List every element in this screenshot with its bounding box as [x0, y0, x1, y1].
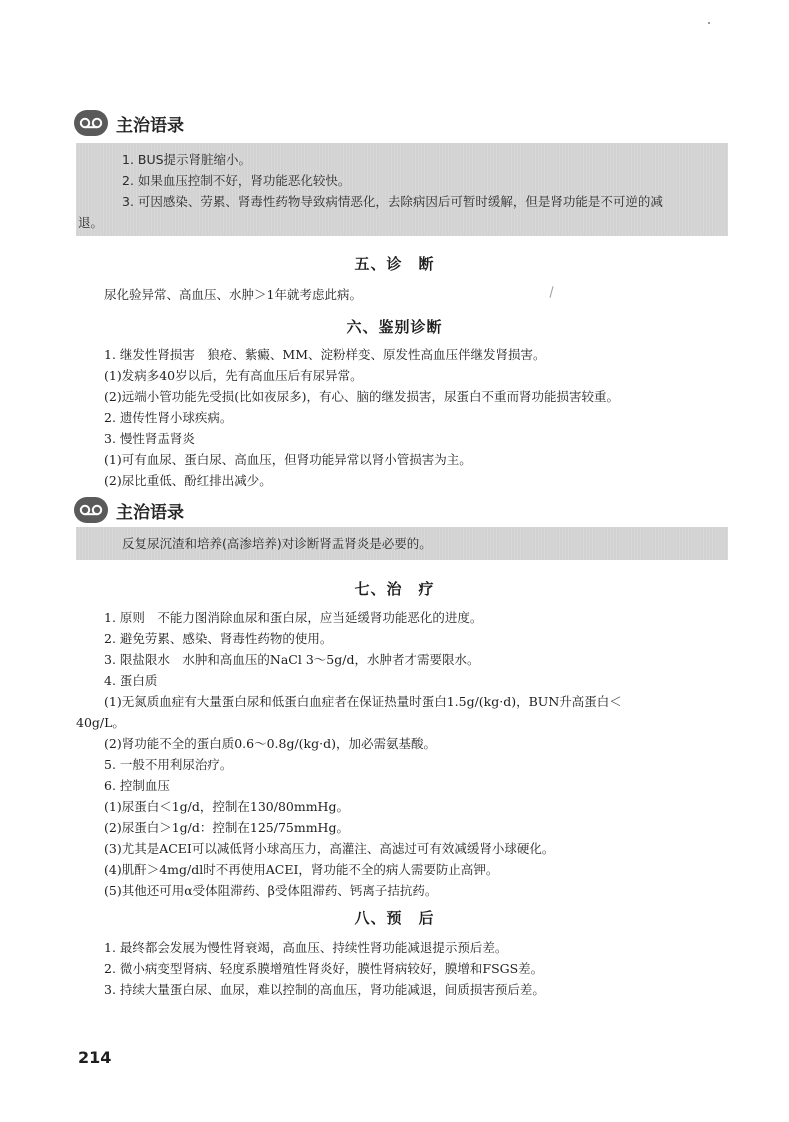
tape-reel-icon — [74, 497, 108, 523]
treatment-line: (2)尿蛋白＞1g/d：控制在125/75mmHg。 — [104, 820, 349, 835]
section-title-treatment: 七、治 疗 — [354, 580, 435, 598]
treatment-line: (3)尤其是ACEI可以减低肾小球高压力，高灌注、高滤过可有效减缓肾小球硬化。 — [104, 841, 555, 856]
callout-1-box — [76, 143, 728, 236]
section-title-diagnosis: 五、诊 断 — [354, 255, 435, 273]
treatment-line: (1)无氮质血症有大量蛋白尿和低蛋白血症者在保证热量时蛋白1.5g/(kg·d)，BUN升高蛋白＜ — [104, 694, 622, 709]
treatment-line: 4. 蛋白质 — [104, 673, 158, 688]
differential-line: (1)可有血尿、蛋白尿、高血压，但肾功能异常以肾小管损害为主。 — [104, 452, 472, 467]
treatment-line: (2)肾功能不全的蛋白质0.6～0.8g/(kg·d)，加必需氨基酸。 — [104, 736, 436, 751]
differential-line: 1. 继发性肾损害 狼疮、紫癜、MM、淀粉样变、原发性高血压伴继发肾损害。 — [104, 347, 546, 362]
differential-line: 3. 慢性肾盂肾炎 — [104, 431, 195, 446]
section-title-differential: 六、鉴别诊断 — [346, 318, 443, 336]
treatment-line: (5)其他还可用α受体阻滞药、β受体阻滞药、钙离子拮抗药。 — [104, 883, 438, 898]
treatment-line: 40g/L。 — [76, 715, 125, 730]
differential-line: (2)尿比重低、酚红排出减少。 — [104, 473, 272, 488]
scan-speck — [549, 286, 553, 298]
callout-2-box — [76, 527, 728, 560]
differential-line: (1)发病多40岁以后，先有高血压后有尿异常。 — [104, 368, 363, 383]
page-number: 214 — [78, 1048, 112, 1067]
treatment-line: 5. 一般不用利尿治疗。 — [104, 757, 233, 772]
treatment-line: 1. 原则 不能力图消除血尿和蛋白尿，应当延缓肾功能恶化的进度。 — [104, 610, 483, 625]
prognosis-line: 2. 微小病变型肾病、轻度系膜增殖性肾炎好，膜性肾病较好，膜增和FSGS差。 — [104, 961, 544, 976]
callout-1-line: 3. 可因感染、劳累、肾毒性药物导致病情恶化，去除病因后可暂时缓解，但是肾功能是不可逆的减 — [122, 194, 663, 209]
section-title-prognosis: 八、预 后 — [354, 909, 435, 927]
prognosis-line: 3. 持续大量蛋白尿、血尿，难以控制的高血压，肾功能减退，间质损害预后差。 — [104, 982, 545, 997]
treatment-line: 2. 避免劳累、感染、肾毒性药物的使用。 — [104, 631, 333, 646]
callout-1-header — [74, 110, 184, 136]
scan-speck — [708, 22, 710, 24]
callout-1-title: 主治语录 — [116, 115, 184, 136]
differential-line: 2. 遗传性肾小球疾病。 — [104, 410, 233, 425]
callout-2-title: 主治语录 — [116, 502, 184, 523]
callout-2-line: 反复尿沉渣和培养(高渗培养)对诊断肾盂肾炎是必要的。 — [122, 536, 432, 551]
differential-line: (2)远端小管功能先受损(比如夜尿多)，有心、脑的继发损害，尿蛋白不重而肾功能损害较重。 — [104, 389, 619, 404]
treatment-line: (4)肌酐＞4mg/dl时不再使用ACEI，肾功能不全的病人需要防止高钾。 — [104, 862, 499, 877]
callout-1-line: 退。 — [78, 215, 104, 230]
prognosis-line: 1. 最终都会发展为慢性肾衰竭，高血压、持续性肾功能减退提示预后差。 — [104, 940, 508, 955]
callout-1-line: 2. 如果血压控制不好，肾功能恶化较快。 — [122, 173, 351, 188]
treatment-line: 6. 控制血压 — [104, 778, 170, 793]
diagnosis-line: 尿化验异常、高血压、水肿＞1年就考虑此病。 — [104, 287, 362, 302]
treatment-line: 3. 限盐限水 水肿和高血压的NaCl 3～5g/d，水肿者才需要限水。 — [104, 652, 480, 667]
tape-reel-icon — [74, 110, 108, 136]
treatment-line: (1)尿蛋白＜1g/d，控制在130/80mmHg。 — [104, 799, 349, 814]
callout-1-line: 1. BUS提示肾脏缩小。 — [122, 152, 252, 167]
callout-2-header — [74, 497, 184, 523]
